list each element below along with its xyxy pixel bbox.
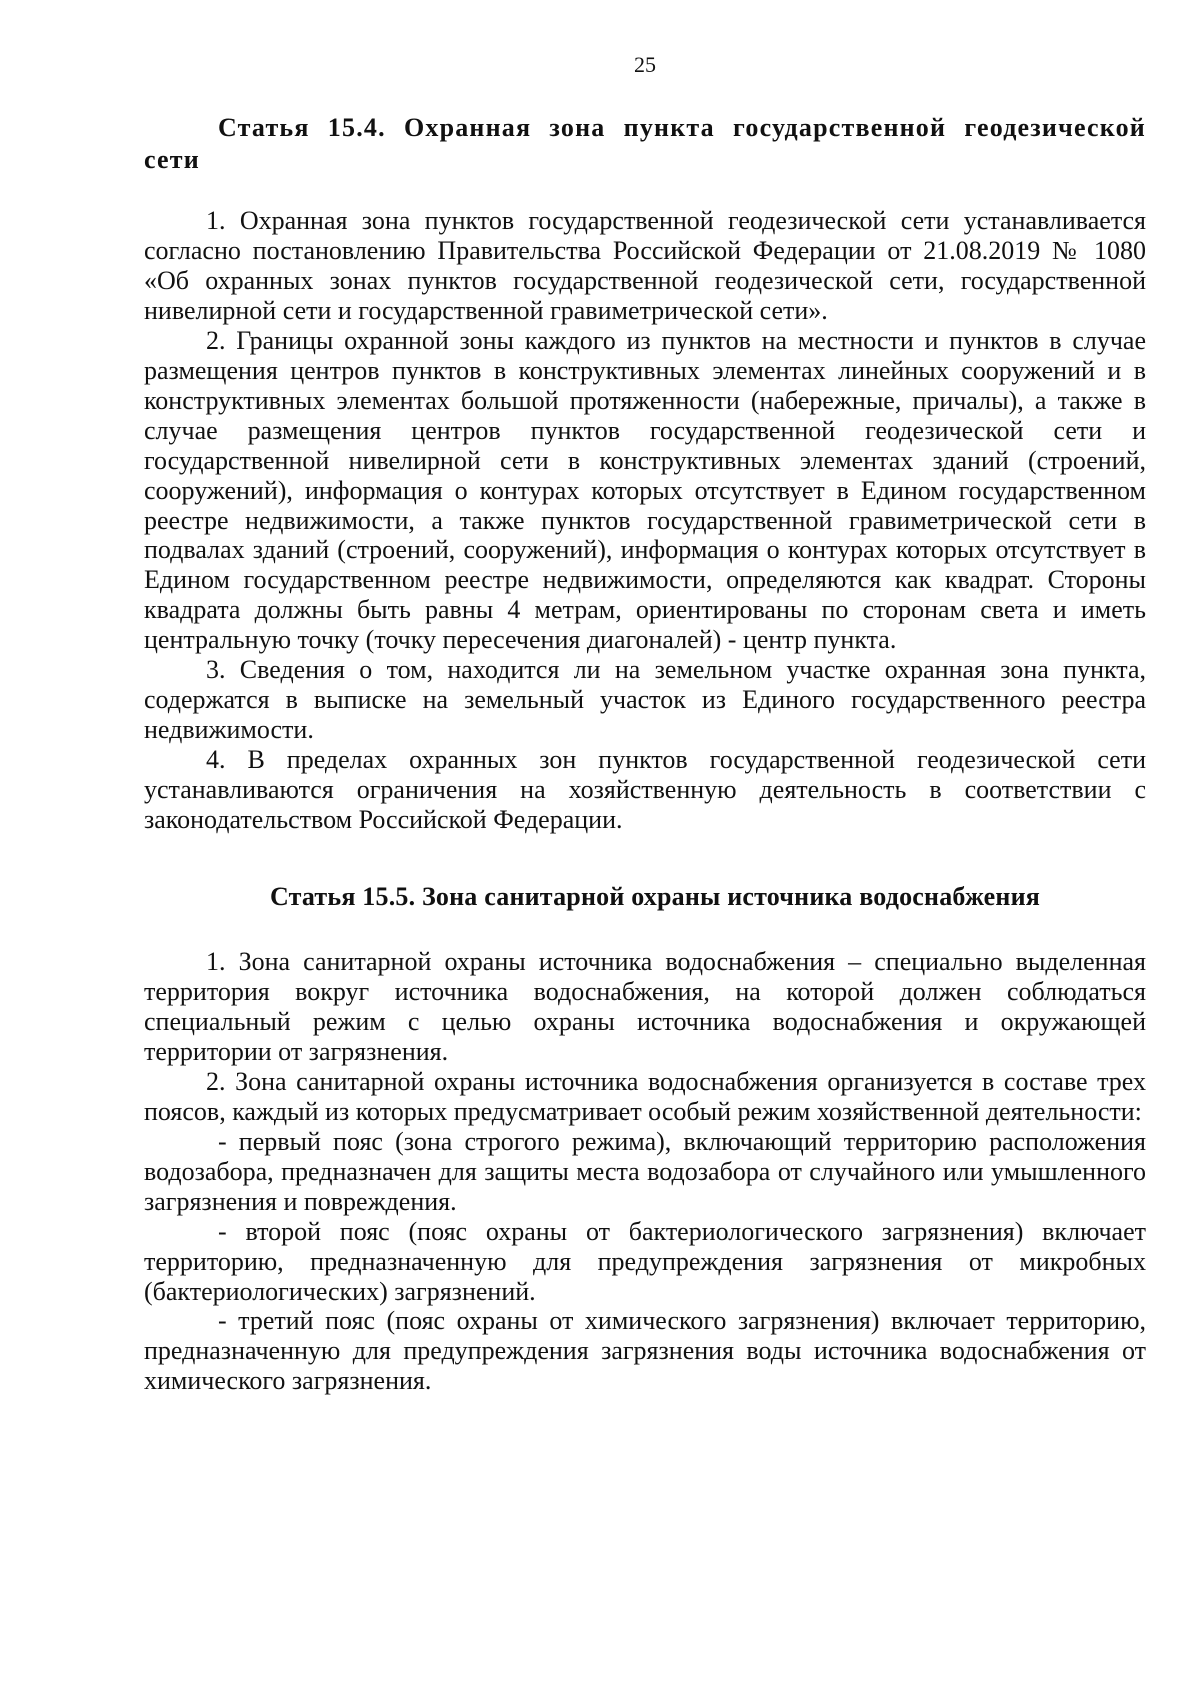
article-15-5-belt-1: - первый пояс (зона строгого режима), включающий территорию расположения водозабора, предназначен для защиты места водозабора от случайного или умышленного загрязнения и повреждения.	[144, 1126, 1146, 1216]
article-15-5-paragraph-2: 2. Зона санитарной охраны источника водоснабжения организуется в составе трех поясов, каждый из которых предусматривает особый режим хозяйственной деятельности:	[144, 1066, 1146, 1126]
section-spacer	[144, 835, 1146, 881]
article-15-4-body	[144, 206, 1146, 835]
article-15-5-belt-2: - второй пояс (пояс охраны от бактериологического загрязнения) включает территорию, предназначенную для предупреждения загрязнения от микробных (бактериологических) загрязнений.	[144, 1216, 1146, 1306]
article-15-5-body	[144, 947, 1146, 1396]
document-page	[144, 50, 1146, 1396]
article-15-4-paragraph-4: 4. В пределах охранных зон пунктов государственной геодезической сети устанавливаются ограничения на хозяйственную деятельность в соответствии с законодательством Российской Федерации.	[144, 745, 1146, 835]
article-15-4-paragraph-3: 3. Сведения о том, находится ли на земельном участке охранная зона пункта, содержатся в выписке на земельный участок из Единого государственного реестра недвижимости.	[144, 655, 1146, 745]
article-15-5-paragraph-1: 1. Зона санитарной охраны источника водоснабжения – специально выделенная территория вокруг источника водоснабжения, на которой должен соблюдаться специальный режим с целью охраны источника водоснабжения и окружающей территории от загрязнения.	[144, 947, 1146, 1066]
article-15-5-title: Статья 15.5. Зона санитарной охраны источника водоснабжения	[269, 882, 1041, 912]
article-15-4-paragraph-2: 2. Границы охранной зоны каждого из пунктов на местности и пунктов в случае размещения центров пунктов в конструктивных элементах линейных сооружений и в конструктивных элементах большой протяженности (набережные, причалы), а также в случае размещения центров пунктов государственной геодезической сети и государственной нивелирной сети в конструктивных элементах зданий (строений, сооружений), информация о контурах которых отсутствует в Едином государственном реестре недвижимости, а также пунктов государственной гравиметрической сети в подвалах зданий (строений, сооружений), информация о контурах которых отсутствует в Едином государственном реестре недвижимости, определяются как квадрат. Стороны квадрата должны быть равны 4 метрам, ориентированы по сторонам света и иметь центральную точку (точку пересечения диагоналей) - центр пункта.	[144, 325, 1146, 655]
page-number: 25	[634, 52, 656, 77]
article-15-4-paragraph-1: 1. Охранная зона пунктов государственной геодезической сети устанавливается согласно постановлению Правительства Российской Федерации от 21.08.2019 № 1080 «Об охранных зонах пунктов государственной геодезической сети, государственной нивелирной сети и государственной гравиметрической сети».	[144, 206, 1146, 325]
article-15-4-title: Статья 15.4. Охранная зона пункта государственной геодезической сети	[144, 113, 1146, 174]
article-15-5-belt-3: - третий пояс (пояс охраны от химического загрязнения) включает территорию, предназначенную для предупреждения загрязнения воды источника водоснабжения от химического загрязнения.	[144, 1306, 1146, 1396]
